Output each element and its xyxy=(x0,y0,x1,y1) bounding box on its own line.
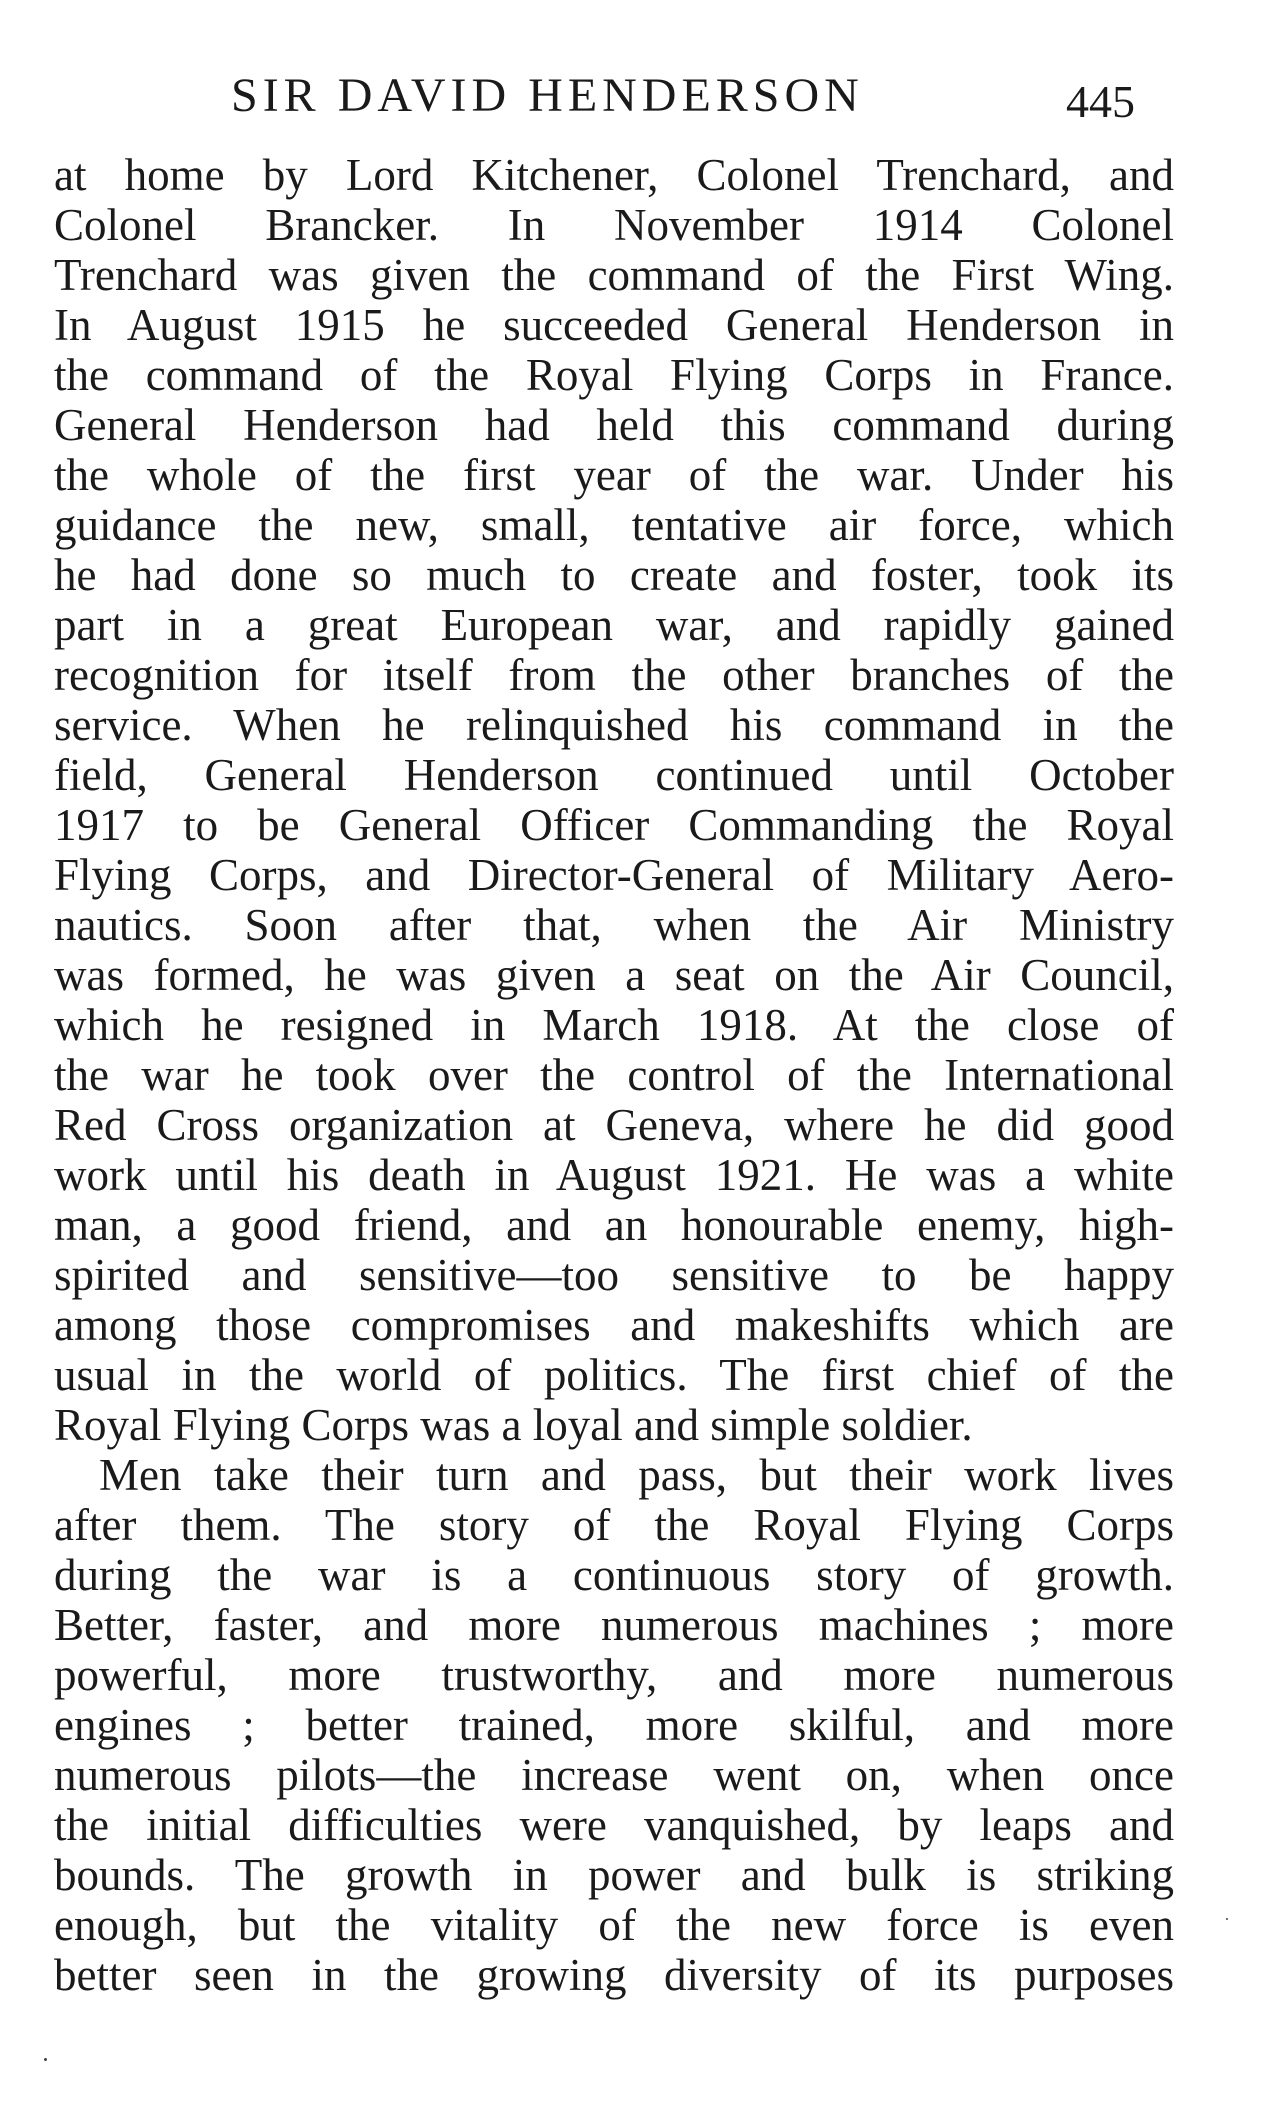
page-number: 445 xyxy=(1066,76,1135,127)
text-line: engines ; better trained, more skilful, and more xyxy=(54,1700,1174,1750)
text-line: Flying Corps, and Director-General of Military Aero- xyxy=(54,850,1174,900)
text-line: In August 1915 he succeeded General Henderson in xyxy=(54,300,1174,350)
text-line: the war he took over the control of the International xyxy=(54,1050,1174,1100)
paragraph-1 xyxy=(54,150,1174,1450)
text-line: during the war is a continuous story of growth. xyxy=(54,1550,1174,1600)
scan-speck xyxy=(1226,1918,1228,1920)
text-line: General Henderson had held this command during xyxy=(54,400,1174,450)
text-line: after them. The story of the Royal Flying Corps xyxy=(54,1500,1174,1550)
text-line: among those compromises and makeshifts which are xyxy=(54,1300,1174,1350)
text-line: the whole of the first year of the war. Under his xyxy=(54,450,1174,500)
text-line: Royal Flying Corps was a loyal and simple soldier. xyxy=(54,1400,973,1450)
text-line: Colonel Brancker. In November 1914 Colonel xyxy=(54,200,1174,250)
text-line: Better, faster, and more numerous machines ; more xyxy=(54,1600,1174,1650)
text-line: which he resigned in March 1918. At the close of xyxy=(54,1000,1174,1050)
body-text xyxy=(54,150,1174,2000)
text-line: spirited and sensitive—too sensitive to be happy xyxy=(54,1250,1174,1300)
running-head xyxy=(0,66,1264,126)
paragraph-2 xyxy=(54,1450,1174,2000)
text-line: Trenchard was given the command of the First Wing. xyxy=(54,250,1174,300)
text-line: nautics. Soon after that, when the Air Ministry xyxy=(54,900,1174,950)
text-line: usual in the world of politics. The first chief of the xyxy=(54,1350,1174,1400)
text-line: the initial difficulties were vanquished, by leaps and xyxy=(54,1800,1174,1850)
text-line: he had done so much to create and foster, took its xyxy=(54,550,1174,600)
text-line: Red Cross organization at Geneva, where he did good xyxy=(54,1100,1174,1150)
text-line: bounds. The growth in power and bulk is striking xyxy=(54,1850,1174,1900)
text-line: service. When he relinquished his command in the xyxy=(54,700,1174,750)
text-line: guidance the new, small, tentative air force, which xyxy=(54,500,1174,550)
text-line: the command of the Royal Flying Corps in France. xyxy=(54,350,1174,400)
text-line: numerous pilots—the increase went on, when once xyxy=(54,1750,1174,1800)
text-line: was formed, he was given a seat on the Air Council, xyxy=(54,950,1174,1000)
text-line: work until his death in August 1921. He was a white xyxy=(54,1150,1174,1200)
running-title: SIR DAVID HENDERSON xyxy=(231,69,864,122)
text-line: Men take their turn and pass, but their work lives xyxy=(99,1450,1174,1500)
text-line: field, General Henderson continued until October xyxy=(54,750,1174,800)
text-line: at home by Lord Kitchener, Colonel Trenchard, and xyxy=(54,150,1174,200)
text-line: recognition for itself from the other branches of the xyxy=(54,650,1174,700)
text-line: powerful, more trustworthy, and more numerous xyxy=(54,1650,1174,1700)
text-line: part in a great European war, and rapidly gained xyxy=(54,600,1174,650)
text-line: 1917 to be General Officer Commanding the Royal xyxy=(54,800,1174,850)
scan-speck xyxy=(44,2058,47,2061)
text-line: better seen in the growing diversity of its purposes xyxy=(54,1950,1174,2000)
text-line: enough, but the vitality of the new force is even xyxy=(54,1900,1174,1950)
text-line: man, a good friend, and an honourable enemy, high- xyxy=(54,1200,1174,1250)
